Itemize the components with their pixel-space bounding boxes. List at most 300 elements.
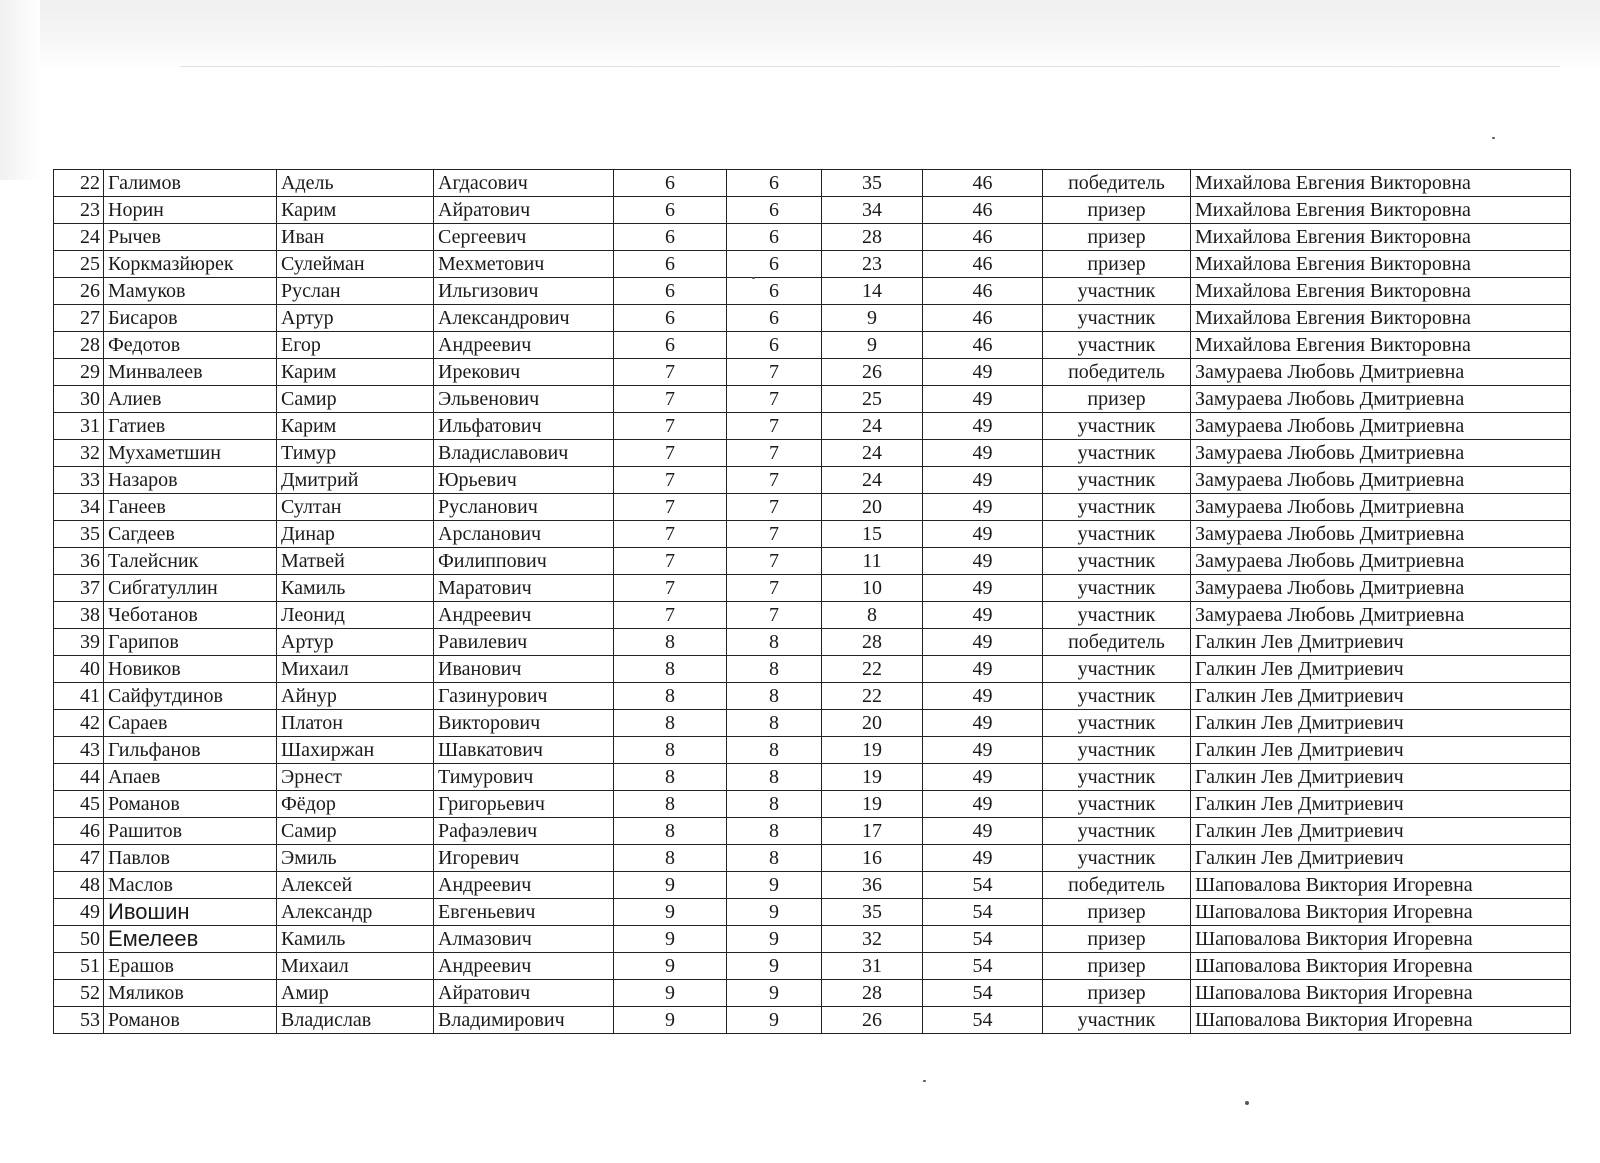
status-cell: участник (1043, 683, 1191, 710)
table-row (54, 170, 1571, 197)
paper-edge (180, 66, 1560, 67)
table-row (54, 791, 1571, 818)
row-number-cell: 42 (54, 710, 104, 737)
teacher-cell: Михайлова Евгения Викторовна (1191, 305, 1571, 332)
status-cell: участник (1043, 278, 1191, 305)
score-cell: 28 (822, 629, 923, 656)
grade-level-cell: 8 (727, 737, 822, 764)
surname-cell: Романов (104, 791, 277, 818)
status-cell: победитель (1043, 629, 1191, 656)
patronymic-cell: Агдасович (434, 170, 614, 197)
max-score-cell: 46 (923, 251, 1043, 278)
grade-cell: 7 (614, 440, 727, 467)
grade-cell: 8 (614, 629, 727, 656)
first-name-cell: Эмиль (277, 845, 434, 872)
surname-cell: Норин (104, 197, 277, 224)
grade-level-cell: 6 (727, 251, 822, 278)
first-name-cell: Камиль (277, 926, 434, 953)
surname-cell: Ганеев (104, 494, 277, 521)
status-cell: участник (1043, 413, 1191, 440)
patronymic-cell: Владимирович (434, 1007, 614, 1034)
score-cell: 28 (822, 224, 923, 251)
grade-cell: 8 (614, 845, 727, 872)
table-row (54, 278, 1571, 305)
max-score-cell: 54 (923, 926, 1043, 953)
table-row (54, 251, 1571, 278)
grade-level-cell: 8 (727, 791, 822, 818)
row-number-cell: 26 (54, 278, 104, 305)
grade-level-cell: 7 (727, 548, 822, 575)
grade-cell: 9 (614, 1007, 727, 1034)
table-row (54, 440, 1571, 467)
max-score-cell: 49 (923, 575, 1043, 602)
first-name-cell: Амир (277, 980, 434, 1007)
max-score-cell: 54 (923, 953, 1043, 980)
score-cell: 19 (822, 737, 923, 764)
grade-cell: 8 (614, 737, 727, 764)
max-score-cell: 46 (923, 278, 1043, 305)
max-score-cell: 49 (923, 791, 1043, 818)
grade-level-cell: 8 (727, 764, 822, 791)
row-number-cell: 35 (54, 521, 104, 548)
table-row (54, 413, 1571, 440)
score-cell: 35 (822, 899, 923, 926)
score-cell: 19 (822, 764, 923, 791)
teacher-cell: Шаповалова Виктория Игоревна (1191, 1007, 1571, 1034)
status-cell: участник (1043, 1007, 1191, 1034)
row-number-cell: 36 (54, 548, 104, 575)
first-name-cell: Сулейман (277, 251, 434, 278)
teacher-cell: Михайлова Евгения Викторовна (1191, 278, 1571, 305)
status-cell: участник (1043, 602, 1191, 629)
row-number-cell: 38 (54, 602, 104, 629)
patronymic-cell: Шавкатович (434, 737, 614, 764)
grade-level-cell: 8 (727, 845, 822, 872)
row-number-cell: 44 (54, 764, 104, 791)
grade-cell: 6 (614, 170, 727, 197)
score-cell: 22 (822, 656, 923, 683)
max-score-cell: 49 (923, 467, 1043, 494)
row-number-cell: 43 (54, 737, 104, 764)
row-number-cell: 46 (54, 818, 104, 845)
teacher-cell: Замураева Любовь Дмитриевна (1191, 413, 1571, 440)
first-name-cell: Самир (277, 818, 434, 845)
table-row (54, 332, 1571, 359)
score-cell: 24 (822, 467, 923, 494)
first-name-cell: Алексей (277, 872, 434, 899)
surname-cell: Сараев (104, 710, 277, 737)
row-number-cell: 28 (54, 332, 104, 359)
status-cell: участник (1043, 575, 1191, 602)
grade-level-cell: 6 (727, 170, 822, 197)
row-number-cell: 39 (54, 629, 104, 656)
grade-level-cell: 7 (727, 386, 822, 413)
score-cell: 36 (822, 872, 923, 899)
teacher-cell: Замураева Любовь Дмитриевна (1191, 386, 1571, 413)
first-name-cell: Леонид (277, 602, 434, 629)
table-row (54, 305, 1571, 332)
surname-cell: Сагдеев (104, 521, 277, 548)
table-row (54, 656, 1571, 683)
row-number-cell: 29 (54, 359, 104, 386)
surname-cell: Мяликов (104, 980, 277, 1007)
row-number-cell: 32 (54, 440, 104, 467)
grade-level-cell: 6 (727, 224, 822, 251)
teacher-cell: Галкин Лев Дмитриевич (1191, 737, 1571, 764)
surname-cell: Мамуков (104, 278, 277, 305)
status-cell: участник (1043, 818, 1191, 845)
first-name-cell: Егор (277, 332, 434, 359)
teacher-cell: Галкин Лев Дмитриевич (1191, 629, 1571, 656)
teacher-cell: Замураева Любовь Дмитриевна (1191, 575, 1571, 602)
grade-level-cell: 7 (727, 413, 822, 440)
surname-cell: Федотов (104, 332, 277, 359)
row-number-cell: 50 (54, 926, 104, 953)
surname-cell: Сайфутдинов (104, 683, 277, 710)
grade-cell: 6 (614, 278, 727, 305)
table-row (54, 926, 1571, 953)
first-name-cell: Владислав (277, 1007, 434, 1034)
teacher-cell: Замураева Любовь Дмитриевна (1191, 548, 1571, 575)
row-number-cell: 48 (54, 872, 104, 899)
scan-speck (1245, 1101, 1249, 1105)
grade-level-cell: 6 (727, 305, 822, 332)
grade-cell: 9 (614, 926, 727, 953)
scan-left-shadow (0, 0, 40, 180)
first-name-cell: Артур (277, 629, 434, 656)
teacher-cell: Замураева Любовь Дмитриевна (1191, 494, 1571, 521)
score-cell: 23 (822, 251, 923, 278)
scan-top-shadow (0, 0, 1600, 70)
teacher-cell: Замураева Любовь Дмитриевна (1191, 521, 1571, 548)
grade-level-cell: 9 (727, 953, 822, 980)
row-number-cell: 31 (54, 413, 104, 440)
status-cell: участник (1043, 521, 1191, 548)
table-row (54, 710, 1571, 737)
surname-cell: Ерашов (104, 953, 277, 980)
score-cell: 24 (822, 440, 923, 467)
score-cell: 32 (822, 926, 923, 953)
first-name-cell: Карим (277, 413, 434, 440)
patronymic-cell: Мехметович (434, 251, 614, 278)
status-cell: призер (1043, 899, 1191, 926)
row-number-cell: 51 (54, 953, 104, 980)
score-cell: 31 (822, 953, 923, 980)
grade-level-cell: 9 (727, 899, 822, 926)
surname-cell: Рычев (104, 224, 277, 251)
first-name-cell: Матвей (277, 548, 434, 575)
grade-level-cell: 8 (727, 683, 822, 710)
first-name-cell: Руслан (277, 278, 434, 305)
table-row (54, 980, 1571, 1007)
teacher-cell: Галкин Лев Дмитриевич (1191, 656, 1571, 683)
max-score-cell: 49 (923, 710, 1043, 737)
status-cell: победитель (1043, 359, 1191, 386)
first-name-cell: Динар (277, 521, 434, 548)
grade-level-cell: 7 (727, 359, 822, 386)
grade-cell: 8 (614, 791, 727, 818)
table-row (54, 467, 1571, 494)
max-score-cell: 46 (923, 197, 1043, 224)
max-score-cell: 54 (923, 980, 1043, 1007)
row-number-cell: 27 (54, 305, 104, 332)
row-number-cell: 25 (54, 251, 104, 278)
first-name-cell: Платон (277, 710, 434, 737)
teacher-cell: Галкин Лев Дмитриевич (1191, 845, 1571, 872)
row-number-cell: 45 (54, 791, 104, 818)
table-row (54, 899, 1571, 926)
table-row (54, 683, 1571, 710)
surname-cell: Алиев (104, 386, 277, 413)
patronymic-cell: Андреевич (434, 332, 614, 359)
row-number-cell: 41 (54, 683, 104, 710)
status-cell: участник (1043, 737, 1191, 764)
score-cell: 10 (822, 575, 923, 602)
status-cell: победитель (1043, 872, 1191, 899)
max-score-cell: 49 (923, 359, 1043, 386)
teacher-cell: Замураева Любовь Дмитриевна (1191, 359, 1571, 386)
score-cell: 26 (822, 1007, 923, 1034)
teacher-cell: Галкин Лев Дмитриевич (1191, 764, 1571, 791)
grade-level-cell: 8 (727, 629, 822, 656)
patronymic-cell: Филиппович (434, 548, 614, 575)
teacher-cell: Галкин Лев Дмитриевич (1191, 683, 1571, 710)
grade-level-cell: 8 (727, 818, 822, 845)
surname-cell: Новиков (104, 656, 277, 683)
grade-cell: 7 (614, 413, 727, 440)
score-cell: 20 (822, 710, 923, 737)
first-name-cell: Эрнест (277, 764, 434, 791)
grade-cell: 9 (614, 953, 727, 980)
first-name-cell: Фёдор (277, 791, 434, 818)
surname-cell: Коркмазйюрек (104, 251, 277, 278)
status-cell: призер (1043, 224, 1191, 251)
first-name-cell: Камиль (277, 575, 434, 602)
patronymic-cell: Игоревич (434, 845, 614, 872)
teacher-cell: Галкин Лев Дмитриевич (1191, 818, 1571, 845)
first-name-cell: Михаил (277, 656, 434, 683)
grade-cell: 9 (614, 899, 727, 926)
grade-cell: 8 (614, 656, 727, 683)
table-row (54, 872, 1571, 899)
row-number-cell: 53 (54, 1007, 104, 1034)
table-row (54, 197, 1571, 224)
table-row (54, 737, 1571, 764)
grade-cell: 7 (614, 521, 727, 548)
score-cell: 26 (822, 359, 923, 386)
teacher-cell: Замураева Любовь Дмитриевна (1191, 467, 1571, 494)
max-score-cell: 49 (923, 548, 1043, 575)
grade-cell: 9 (614, 872, 727, 899)
score-cell: 8 (822, 602, 923, 629)
score-cell: 34 (822, 197, 923, 224)
teacher-cell: Михайлова Евгения Викторовна (1191, 170, 1571, 197)
max-score-cell: 46 (923, 332, 1043, 359)
patronymic-cell: Маратович (434, 575, 614, 602)
first-name-cell: Айнур (277, 683, 434, 710)
table-row (54, 521, 1571, 548)
score-cell: 22 (822, 683, 923, 710)
patronymic-cell: Григорьевич (434, 791, 614, 818)
teacher-cell: Галкин Лев Дмитриевич (1191, 710, 1571, 737)
row-number-cell: 40 (54, 656, 104, 683)
max-score-cell: 49 (923, 656, 1043, 683)
max-score-cell: 49 (923, 683, 1043, 710)
status-cell: участник (1043, 548, 1191, 575)
patronymic-cell: Юрьевич (434, 467, 614, 494)
status-cell: призер (1043, 926, 1191, 953)
max-score-cell: 46 (923, 224, 1043, 251)
surname-cell: Талейсник (104, 548, 277, 575)
score-cell: 11 (822, 548, 923, 575)
grade-level-cell: 7 (727, 521, 822, 548)
score-cell: 16 (822, 845, 923, 872)
grade-cell: 8 (614, 683, 727, 710)
grade-cell: 8 (614, 764, 727, 791)
teacher-cell: Шаповалова Виктория Игоревна (1191, 926, 1571, 953)
max-score-cell: 49 (923, 386, 1043, 413)
row-number-cell: 30 (54, 386, 104, 413)
status-cell: участник (1043, 440, 1191, 467)
surname-cell: Чеботанов (104, 602, 277, 629)
surname-cell: Назаров (104, 467, 277, 494)
row-number-cell: 47 (54, 845, 104, 872)
surname-cell: Гатиев (104, 413, 277, 440)
surname-cell: Бисаров (104, 305, 277, 332)
status-cell: участник (1043, 656, 1191, 683)
grade-cell: 7 (614, 359, 727, 386)
score-cell: 24 (822, 413, 923, 440)
patronymic-cell: Викторович (434, 710, 614, 737)
table-row (54, 818, 1571, 845)
table-row (54, 224, 1571, 251)
grade-cell: 7 (614, 494, 727, 521)
status-cell: участник (1043, 467, 1191, 494)
status-cell: участник (1043, 791, 1191, 818)
status-cell: участник (1043, 764, 1191, 791)
grade-cell: 7 (614, 575, 727, 602)
grade-level-cell: 9 (727, 1007, 822, 1034)
grade-cell: 6 (614, 224, 727, 251)
patronymic-cell: Айратович (434, 980, 614, 1007)
patronymic-cell: Арсланович (434, 521, 614, 548)
patronymic-cell: Эльвенович (434, 386, 614, 413)
grade-cell: 7 (614, 386, 727, 413)
teacher-cell: Замураева Любовь Дмитриевна (1191, 440, 1571, 467)
patronymic-cell: Русланович (434, 494, 614, 521)
teacher-cell: Михайлова Евгения Викторовна (1191, 332, 1571, 359)
patronymic-cell: Иванович (434, 656, 614, 683)
grade-cell: 7 (614, 548, 727, 575)
row-number-cell: 34 (54, 494, 104, 521)
surname-cell: Галимов (104, 170, 277, 197)
table-row (54, 845, 1571, 872)
table-row (54, 1007, 1571, 1034)
surname-cell: Рашитов (104, 818, 277, 845)
row-number-cell: 22 (54, 170, 104, 197)
max-score-cell: 54 (923, 899, 1043, 926)
patronymic-cell: Айратович (434, 197, 614, 224)
max-score-cell: 49 (923, 764, 1043, 791)
row-number-cell: 23 (54, 197, 104, 224)
max-score-cell: 49 (923, 521, 1043, 548)
teacher-cell: Галкин Лев Дмитриевич (1191, 791, 1571, 818)
grade-level-cell: 9 (727, 872, 822, 899)
table-row (54, 386, 1571, 413)
grade-cell: 7 (614, 602, 727, 629)
patronymic-cell: Андреевич (434, 602, 614, 629)
score-cell: 25 (822, 386, 923, 413)
grade-cell: 6 (614, 197, 727, 224)
score-cell: 14 (822, 278, 923, 305)
max-score-cell: 49 (923, 845, 1043, 872)
patronymic-cell: Ильгизович (434, 278, 614, 305)
first-name-cell: Артур (277, 305, 434, 332)
row-number-cell: 24 (54, 224, 104, 251)
grade-cell: 6 (614, 332, 727, 359)
patronymic-cell: Рафаэлевич (434, 818, 614, 845)
status-cell: призер (1043, 953, 1191, 980)
teacher-cell: Михайлова Евгения Викторовна (1191, 251, 1571, 278)
results-table (53, 169, 1571, 1034)
grade-cell: 6 (614, 305, 727, 332)
scan-speck (752, 277, 755, 279)
grade-level-cell: 7 (727, 440, 822, 467)
grade-cell: 8 (614, 710, 727, 737)
teacher-cell: Шаповалова Виктория Игоревна (1191, 980, 1571, 1007)
patronymic-cell: Алмазович (434, 926, 614, 953)
teacher-cell: Замураева Любовь Дмитриевна (1191, 602, 1571, 629)
status-cell: участник (1043, 305, 1191, 332)
first-name-cell: Михаил (277, 953, 434, 980)
surname-cell: Гарипов (104, 629, 277, 656)
score-cell: 28 (822, 980, 923, 1007)
teacher-cell: Шаповалова Виктория Игоревна (1191, 872, 1571, 899)
teacher-cell: Шаповалова Виктория Игоревна (1191, 953, 1571, 980)
grade-level-cell: 9 (727, 926, 822, 953)
teacher-cell: Михайлова Евгения Викторовна (1191, 197, 1571, 224)
max-score-cell: 49 (923, 818, 1043, 845)
score-cell: 20 (822, 494, 923, 521)
grade-level-cell: 9 (727, 980, 822, 1007)
grade-cell: 8 (614, 818, 727, 845)
surname-cell: Емелеев (104, 926, 277, 953)
table-row (54, 953, 1571, 980)
surname-cell: Сибгатуллин (104, 575, 277, 602)
status-cell: призер (1043, 980, 1191, 1007)
first-name-cell: Карим (277, 197, 434, 224)
grade-level-cell: 8 (727, 710, 822, 737)
surname-cell: Маслов (104, 872, 277, 899)
first-name-cell: Султан (277, 494, 434, 521)
grade-level-cell: 6 (727, 332, 822, 359)
first-name-cell: Тимур (277, 440, 434, 467)
status-cell: призер (1043, 197, 1191, 224)
first-name-cell: Адель (277, 170, 434, 197)
patronymic-cell: Ирекович (434, 359, 614, 386)
patronymic-cell: Владиславович (434, 440, 614, 467)
scan-speck (923, 1080, 926, 1082)
patronymic-cell: Андреевич (434, 872, 614, 899)
grade-cell: 7 (614, 467, 727, 494)
grade-level-cell: 6 (727, 197, 822, 224)
row-number-cell: 52 (54, 980, 104, 1007)
grade-level-cell: 6 (727, 278, 822, 305)
scan-speck (1492, 137, 1495, 139)
row-number-cell: 37 (54, 575, 104, 602)
table-row (54, 359, 1571, 386)
first-name-cell: Карим (277, 359, 434, 386)
